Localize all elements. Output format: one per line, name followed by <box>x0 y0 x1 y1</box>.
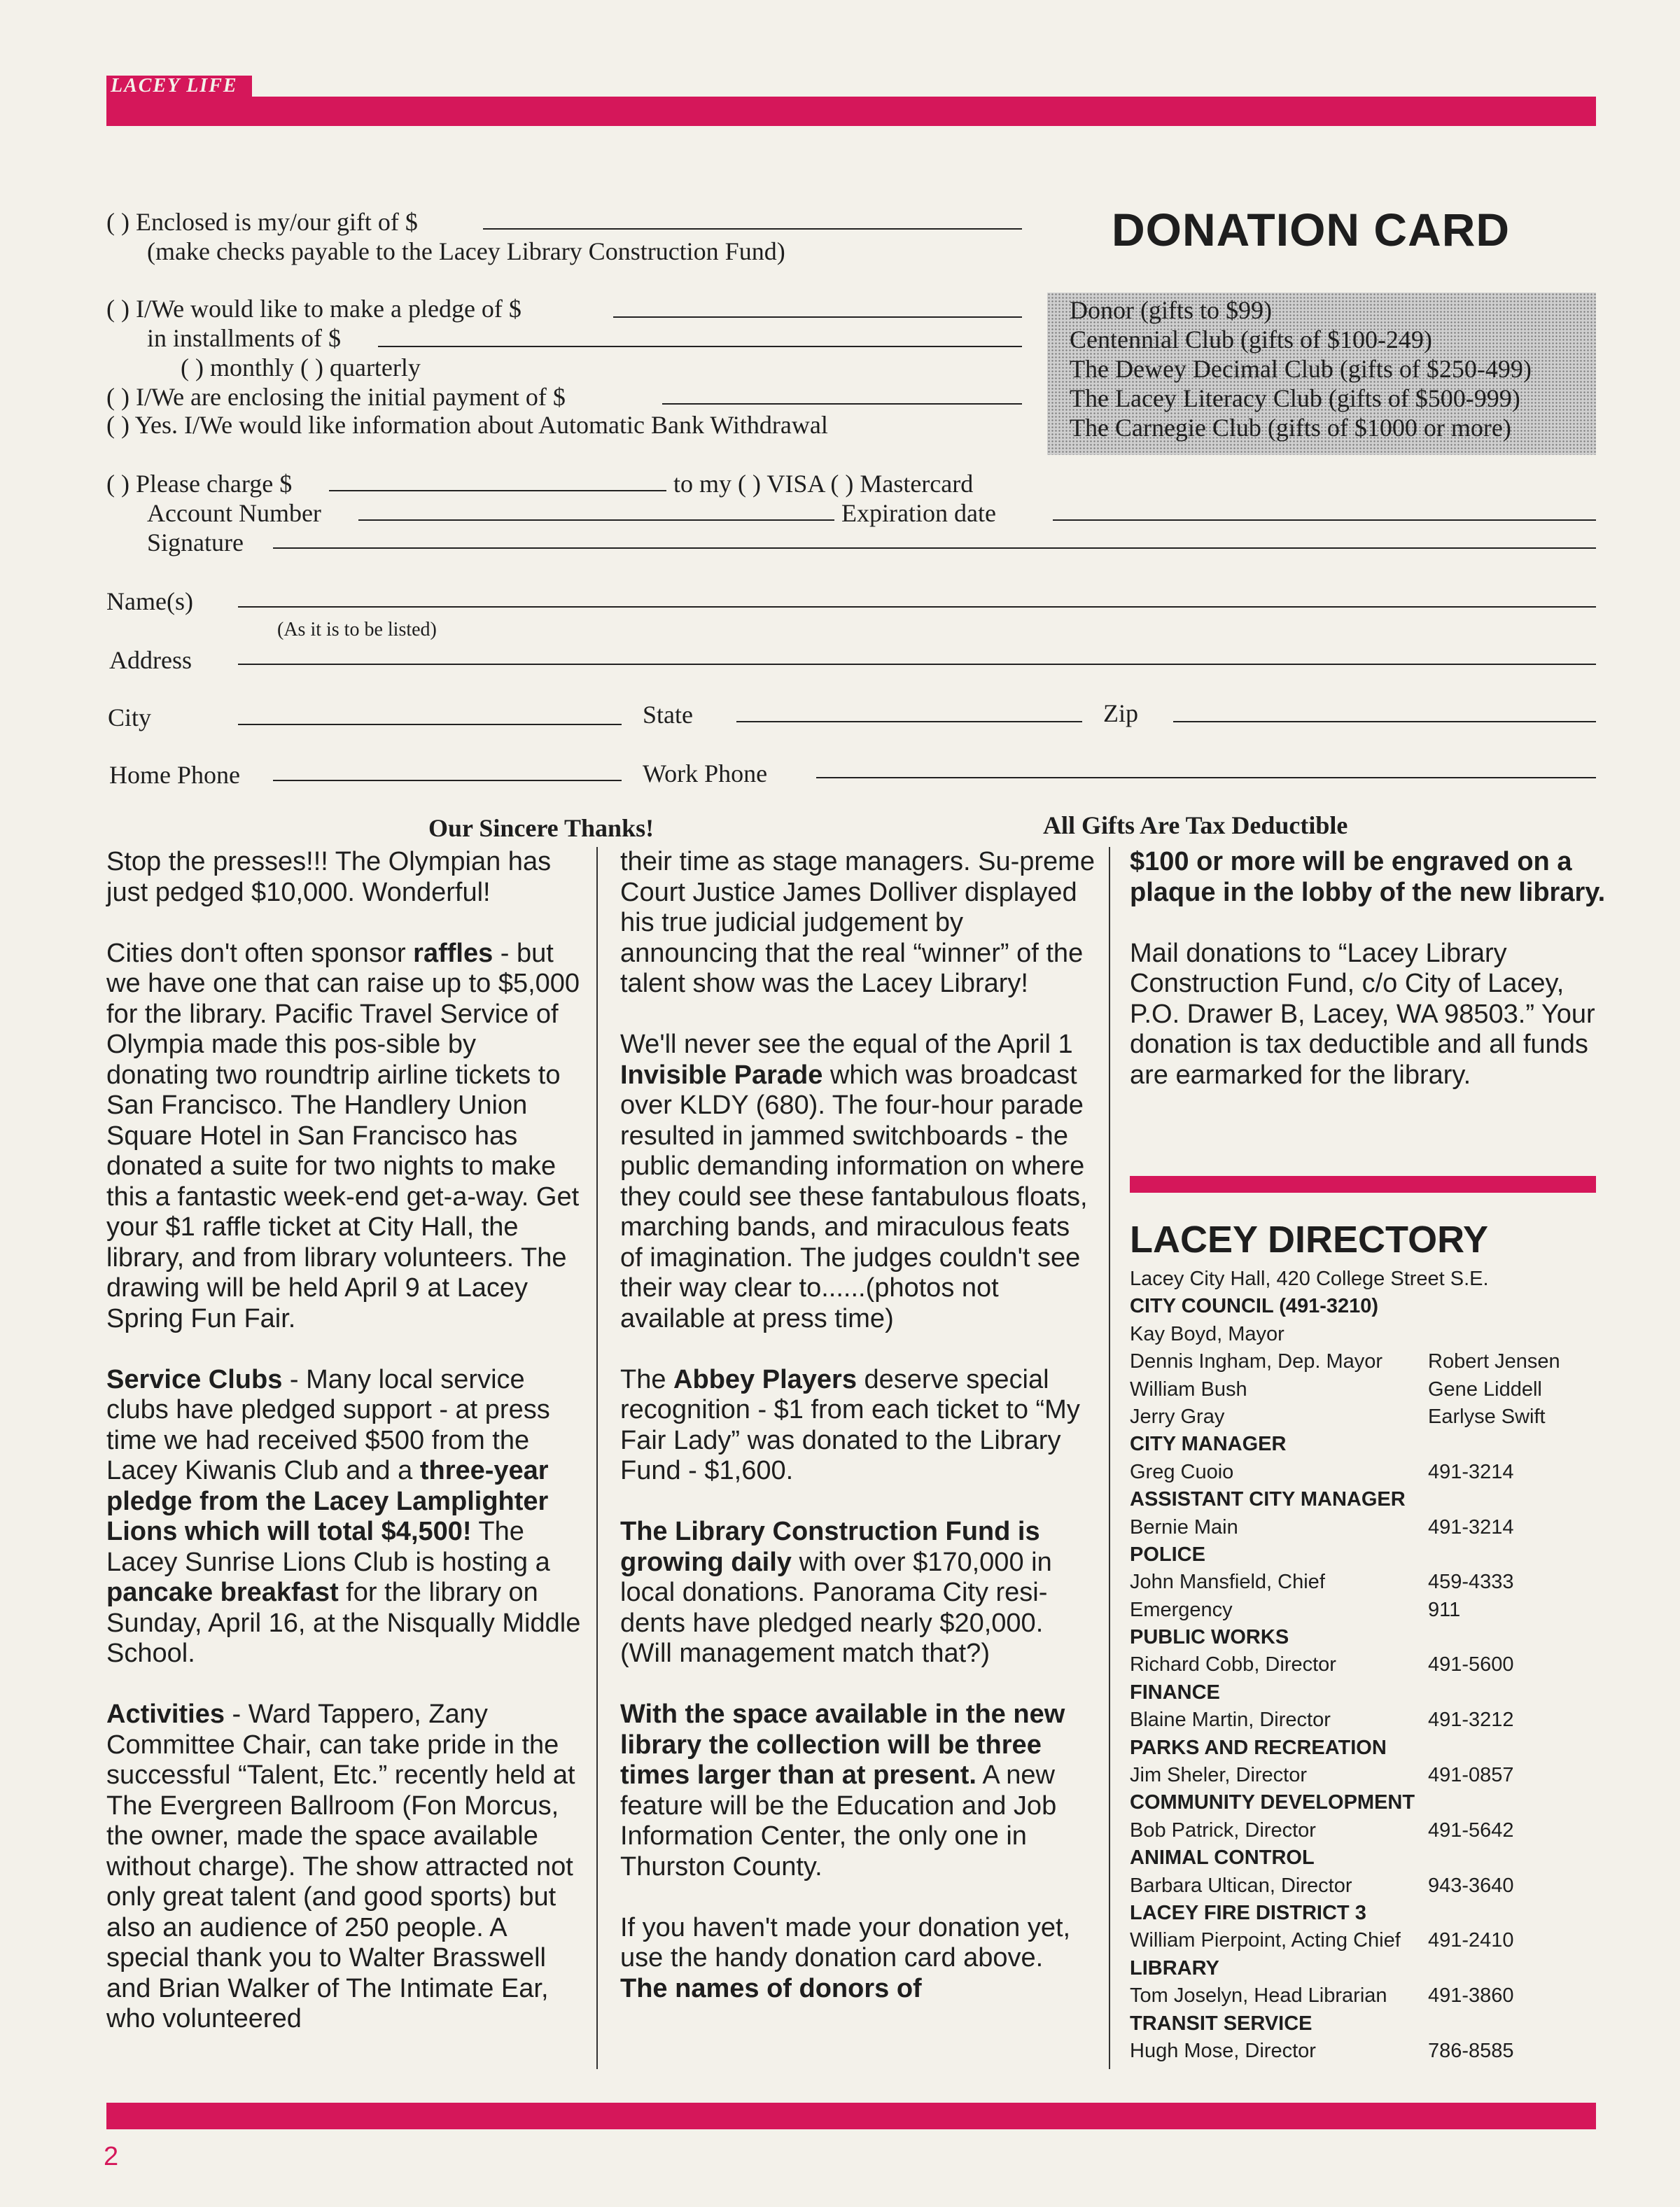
signature-field[interactable] <box>273 547 1596 549</box>
abbey-players-paragraph: The Abbey Players deserve special recognition - $1 from each ticket to “My Fair Lady” was donated to the Library Fund - $1,600. <box>620 1364 1080 1485</box>
donation-card-title: DONATION CARD <box>1112 204 1511 255</box>
directory-entry: Richard Cobb, Director 491-5600 <box>1130 1653 1514 1676</box>
zip-field[interactable] <box>1173 721 1596 722</box>
bank-withdrawal-line[interactable]: ( ) Yes. I/We would like information about Automatic Bank Withdrawal <box>106 411 828 439</box>
directory-entry: William Bush Gene Liddell <box>1130 1378 1542 1401</box>
directory-entry: John Mansfield, Chief 459-4333 <box>1130 1571 1514 1594</box>
home-phone-field[interactable] <box>273 780 622 781</box>
directory-entry: William Pierpoint, Acting Chief 491-2410 <box>1130 1929 1514 1952</box>
charge-amount-field[interactable] <box>329 490 666 491</box>
directory-heading: CITY MANAGER <box>1130 1433 1287 1456</box>
construction-fund-paragraph: The Library Construction Fund is growing daily with over $170,000 in local donations. Panorama City resi-dents have pledged nearly $20,000. (Will management match that?) <box>620 1517 1052 1668</box>
club-level: Donor (gifts to $99) <box>1070 296 1272 324</box>
club-level: Centennial Club (gifts of $100-249) <box>1070 325 1432 353</box>
account-number-label: Account Number <box>147 499 321 527</box>
donate-paragraph: If you haven't made your donation yet, use the handy donation card above. The names of donors of <box>620 1912 1071 2003</box>
club-level: The Lacey Literacy Club (gifts of $500-999) <box>1070 384 1520 412</box>
raffles-paragraph: Cities don't often sponsor raffles - but we have one that can raise up to $5,000 for the library. Pacific Travel Service of Olympia made this pos-sible by donating two roundtrip airline tickets to San Francisco. The Handlery Union Square Hotel in San Francisco has donated a suite for two nights to make this a fantastic week-end get-a-way. Get your $1 raffle ticket at City Hall, the library, and from library volunteers. The drawing will be held April 9 at Lacey Spring Fun Fair. <box>106 938 580 1333</box>
directory-divider-bar <box>1130 1176 1596 1193</box>
plaque-paragraph: $100 or more will be engraved on a plaque in the lobby of the new library. <box>1130 847 1606 907</box>
directory-heading: POLICE <box>1130 1543 1205 1566</box>
directory-heading: PARKS AND RECREATION <box>1130 1736 1387 1759</box>
directory-heading: TRANSIT SERVICE <box>1130 2012 1312 2035</box>
address-field[interactable] <box>238 664 1596 665</box>
directory-title: LACEY DIRECTORY <box>1130 1219 1489 1261</box>
directory-heading: COMMUNITY DEVELOPMENT <box>1130 1791 1415 1814</box>
directory-entry: Bernie Main 491-3214 <box>1130 1515 1514 1539</box>
initial-payment-line: ( ) I/We are enclosing the initial payment of $ <box>106 383 566 411</box>
thanks-heading: Our Sincere Thanks! <box>428 814 654 842</box>
directory-heading: ASSISTANT CITY MANAGER <box>1130 1488 1406 1511</box>
directory-entry: Tom Joselyn, Head Librarian 491-3860 <box>1130 1984 1514 2008</box>
directory-heading: PUBLIC WORKS <box>1130 1626 1289 1649</box>
names-note: (As it is to be listed) <box>277 619 437 640</box>
new-library-paragraph: With the space available in the new library the collection will be three times larger than at present. A new feature will be the Education and Job Information Center, the only one in Thurston County. <box>620 1700 1065 1882</box>
city-label: City <box>108 703 152 731</box>
work-phone-field[interactable] <box>816 777 1596 778</box>
charge-line: ( ) Please charge $ <box>106 470 293 498</box>
gift-line: ( ) Enclosed is my/our gift of $ <box>106 208 418 236</box>
club-level: The Dewey Decimal Club (gifts of $250-499) <box>1070 355 1532 383</box>
directory-entry: Emergency 911 <box>1130 1598 1461 1621</box>
home-phone-label: Home Phone <box>109 761 240 789</box>
pledge-amount-field[interactable] <box>613 316 1022 318</box>
expiration-label: Expiration date <box>841 499 996 527</box>
directory-entry: Hugh Mose, Director 786-8585 <box>1130 2039 1514 2062</box>
names-label: Name(s) <box>106 587 193 615</box>
directory-entry: Blaine Martin, Director 491-3212 <box>1130 1709 1514 1732</box>
masthead-bar <box>106 97 1596 126</box>
initial-payment-field[interactable] <box>662 403 1022 405</box>
invisible-parade-paragraph: We'll never see the equal of the April 1 Invisible Parade which was broadcast over KLDY (680). The four-hour parade resulted in jammed switchboards - the public demanding information on where they could see these fantabulous floats, marching bands, and miraculous feats of imagination. The judges couldn't see their way clear to......(photos not available at press time) <box>620 1030 1088 1333</box>
state-field[interactable] <box>736 721 1082 722</box>
directory-entry: Greg Cuoio 491-3214 <box>1130 1460 1514 1483</box>
directory-heading: CITY COUNCIL (491-3210) <box>1130 1295 1379 1318</box>
service-clubs-paragraph: Service Clubs - Many local service clubs have pledged support - at press time we had received $500 from the Lacey Kiwanis Club and a three-year pledge from the Lacey Lamplighter Lions which will total $4,500! The Lacey Sunrise Lions Club is hosting a pancake breakfast for the library on Sunday, April 16, at the Nisqually Middle School. <box>106 1364 581 1668</box>
address-label: Address <box>109 646 192 674</box>
directory-heading: FINANCE <box>1130 1681 1220 1704</box>
directory-heading: LIBRARY <box>1130 1956 1219 1980</box>
directory-entry: Barbara Ultican, Director 943-3640 <box>1130 1874 1514 1897</box>
column-divider <box>1109 847 1110 2069</box>
expiration-field[interactable] <box>1053 519 1596 521</box>
donor-club-levels <box>1047 293 1596 455</box>
page-number: 2 <box>104 2142 119 2171</box>
directory-entry: Kay Boyd, Mayor <box>1130 1322 1284 1345</box>
zip-label: Zip <box>1103 699 1138 727</box>
mail-donations-paragraph: Mail donations to “Lacey Library Construction Fund, c/o City of Lacey, P.O. Drawer B, Lacey, WA 98503.” Your donation is tax deductible and all funds are earmarked for the library. <box>1130 938 1595 1090</box>
directory-address: Lacey City Hall, 420 College Street S.E. <box>1130 1268 1489 1290</box>
directory-entry: Jim Sheler, Director 491-0857 <box>1130 1764 1514 1787</box>
paragraph: their time as stage managers. Su-preme Court Justice James Dolliver displayed his true judicial judgement by announcing that the real “winner” of the talent show was the Lacey Library! <box>620 847 1095 998</box>
paragraph: Stop the presses!!! The Olympian has just pedged $10,000. Wonderful! <box>106 847 552 907</box>
account-number-field[interactable] <box>358 519 834 521</box>
signature-label: Signature <box>147 528 244 556</box>
lacey-life-logo: LACEY LIFE <box>106 76 252 97</box>
pledge-line: ( ) I/We would like to make a pledge of $ <box>106 295 522 323</box>
article-column-1 <box>106 847 582 2065</box>
directory-entry: Jerry Gray Earlyse Swift <box>1130 1405 1546 1428</box>
column-divider <box>596 847 598 2069</box>
gift-payable-note: (make checks payable to the Lacey Library Construction Fund) <box>147 237 785 265</box>
club-level: The Carnegie Club (gifts of $1000 or more) <box>1070 414 1511 442</box>
directory-entry: Dennis Ingham, Dep. Mayor Robert Jensen <box>1130 1350 1560 1373</box>
installments-line: in installments of $ <box>147 324 341 352</box>
work-phone-label: Work Phone <box>643 759 768 787</box>
directory-heading: ANIMAL CONTROL <box>1130 1847 1315 1870</box>
footer-bar <box>106 2103 1596 2129</box>
article-column-2 <box>620 847 1096 2035</box>
installments-field[interactable] <box>378 346 1022 347</box>
article-column-3 <box>1130 847 1606 1121</box>
card-type-options[interactable]: to my ( ) VISA ( ) Mastercard <box>673 470 974 498</box>
frequency-options[interactable]: ( ) monthly ( ) quarterly <box>181 353 421 381</box>
directory-heading: LACEY FIRE DISTRICT 3 <box>1130 1901 1366 1924</box>
tax-heading: All Gifts Are Tax Deductible <box>1043 811 1348 839</box>
gift-amount-field[interactable] <box>483 228 1022 230</box>
lacey-directory <box>1130 1266 1606 2065</box>
state-label: State <box>643 701 693 729</box>
names-field[interactable] <box>238 606 1596 608</box>
directory-entry: Bob Patrick, Director 491-5642 <box>1130 1819 1514 1842</box>
city-field[interactable] <box>238 724 622 725</box>
activities-paragraph: Activities - Ward Tappero, Zany Committee Chair, can take pride in the successful “Talent, Etc.” recently held at The Evergreen Ballroom (Fon Morcus, the owner, made the space available without charge). The show attracted not only great talent (and good sports) but also an audience of 250 people. A special thank you to Walter Brasswell and Brian Walker of The Intimate Ear, who volunteered <box>106 1700 575 2033</box>
